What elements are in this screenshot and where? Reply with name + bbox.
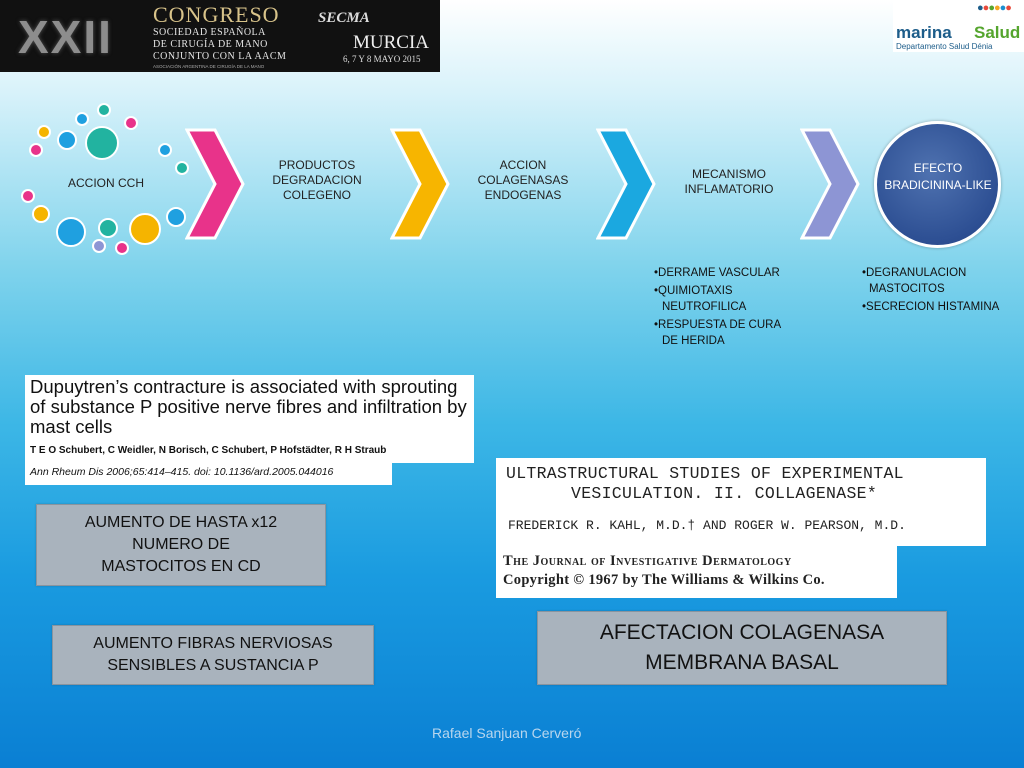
congress-dates: 6, 7 Y 8 MAYO 2015 xyxy=(343,54,421,64)
bullet-respuesta-cont: DE HERIDA xyxy=(662,335,725,347)
society-line-4: ASOCIACIÓN ARGENTINA DE CIRUGÍA DE LA MANO xyxy=(153,64,265,69)
jid-journal-box xyxy=(496,546,897,598)
logo-department: Departamento Salud Dénia xyxy=(896,42,993,51)
bullet-quimiotaxis: •QUIMIOTAXIS xyxy=(654,285,733,297)
secma-logo: SECMA xyxy=(318,10,370,26)
dupuytren-title: Dupuytren’s contracture is associated with sprouting of substance P positive nerve fibres and infiltration by mast cells xyxy=(30,376,467,437)
callout-mastocitos-line2: NUMERO DE xyxy=(132,536,230,553)
bullet-degranulacion: •DEGRANULACION xyxy=(862,267,967,279)
bubble xyxy=(98,218,118,238)
dupuytren-journal: Ann Rheum Dis 2006;65:414–415. doi: 10.1136/ard.2005.044016 xyxy=(30,466,334,478)
dupuytren-journal-box xyxy=(25,463,392,485)
callout-fibras-line1: AUMENTO FIBRAS NERVIOSAS xyxy=(93,635,333,652)
society-line-3: CONJUNTO CON LA AACM xyxy=(153,51,287,62)
bubble xyxy=(21,189,35,203)
callout-fibras xyxy=(52,625,374,685)
bubble xyxy=(97,103,111,117)
callout-afectacion xyxy=(537,611,947,685)
chevron-blue-icon xyxy=(596,128,656,240)
congress-title: CONGRESO xyxy=(153,2,280,27)
efecto-bullets xyxy=(862,265,999,315)
bubble xyxy=(75,112,89,126)
bubble xyxy=(56,217,86,247)
callout-mastocitos xyxy=(36,504,326,586)
callout-afectacion-line2: MEMBRANA BASAL xyxy=(645,651,839,674)
people-icon: ●●●●●● xyxy=(977,2,1011,14)
bubble xyxy=(32,205,50,223)
marinasalud-logo xyxy=(893,0,1024,52)
ultra-title-line1: ULTRASTRUCTURAL STUDIES OF EXPERIMENTAL xyxy=(506,464,904,483)
congress-city: MURCIA xyxy=(353,32,430,53)
bubble xyxy=(129,213,161,245)
footer-author: Rafael Sanjuan Cerveró xyxy=(432,725,582,741)
chevron-yellow-icon xyxy=(390,128,450,240)
bullet-secrecion: •SECRECION HISTAMINA xyxy=(862,301,1000,313)
dupuytren-authors: T E O Schubert, C Weidler, N Borisch, C Schubert, P Hofstädter, R H Straub xyxy=(30,445,387,456)
bullet-respuesta: •RESPUESTA DE CURA xyxy=(654,319,782,331)
callout-fibras-line2: SENSIBLES A SUSTANCIA P xyxy=(107,657,319,674)
ultra-title-line2: VESICULATION. II. COLLAGENASE* xyxy=(571,484,878,503)
step-accion-colagenasas: ACCION COLAGENASAS ENDOGENAS xyxy=(477,158,569,202)
bubble xyxy=(57,130,77,150)
bubble xyxy=(124,116,138,130)
step-productos: PRODUCTOS DEGRADACION COLEGENO xyxy=(272,158,362,202)
society-line-1: SOCIEDAD ESPAÑOLA xyxy=(153,27,266,38)
bullet-quimiotaxis-cont: NEUTROFILICA xyxy=(662,301,747,313)
bubble xyxy=(115,241,129,255)
jid-journal-title: The Journal of Investigative Dermatology xyxy=(503,553,792,569)
bullet-derrame: •DERRAME VASCULAR xyxy=(654,267,780,279)
congress-banner xyxy=(0,0,440,72)
bubble xyxy=(158,143,172,157)
jid-copyright: Copyright © 1967 by The Williams & Wilkins Co. xyxy=(503,572,825,588)
bubble xyxy=(166,207,186,227)
chevron-pink-icon xyxy=(185,128,245,240)
congress-number: XXII xyxy=(18,11,113,63)
mecanismo-bullets xyxy=(654,265,781,349)
logo-brand-part2: Salud xyxy=(974,23,1021,42)
ultrastructural-paper-header xyxy=(496,458,986,546)
callout-mastocitos-line3: MASTOCITOS EN CD xyxy=(101,558,261,575)
step-accion-cch: ACCION CCH xyxy=(67,176,144,190)
callout-afectacion-line1: AFECTACION COLAGENASA xyxy=(599,621,885,644)
callout-mastocitos-line1: AUMENTO DE HASTA x12 xyxy=(84,514,278,531)
bullet-degranulacion-cont: MASTOCITOS xyxy=(869,283,945,295)
ultra-authors: FREDERICK R. KAHL, M.D.† AND ROGER W. PEARSON, M.D. xyxy=(508,518,906,533)
bubble xyxy=(37,125,51,139)
bubble xyxy=(85,126,119,160)
step-efecto: EFECTO BRADICININA-LIKE xyxy=(884,161,992,192)
society-line-2: DE CIRUGÍA DE MANO xyxy=(153,39,268,50)
dupuytren-paper-header xyxy=(25,375,474,463)
chevron-lavender-icon xyxy=(800,128,860,240)
step-mecanismo: MECANISMO INFLAMATORIO xyxy=(684,167,774,196)
logo-brand-part1: marina xyxy=(896,23,952,42)
bubble xyxy=(92,239,106,253)
bubble xyxy=(29,143,43,157)
